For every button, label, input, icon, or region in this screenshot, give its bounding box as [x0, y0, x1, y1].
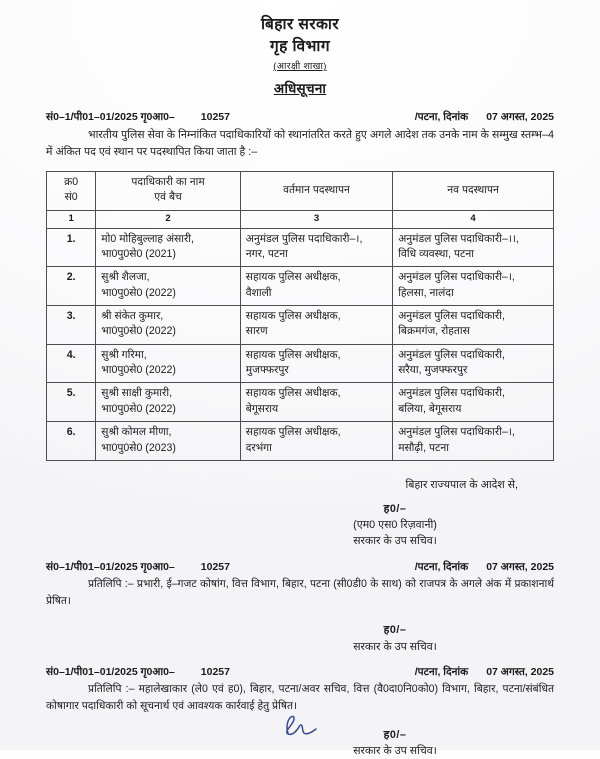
department-name: गृह विभाग — [270, 38, 330, 55]
table-header-row — [47, 171, 554, 210]
reference-line-2 — [46, 560, 554, 574]
govt-name: बिहार सरकार — [260, 16, 340, 33]
current-posting-line-2: वैशाली — [245, 286, 272, 299]
row-current-posting — [240, 422, 392, 461]
signature-mark-1: ह0/– — [383, 502, 407, 515]
row-current-posting — [240, 306, 392, 345]
current-posting-line-2: दरभंगा — [245, 441, 272, 454]
new-posting-line-1: अनुमंडल पुलिस पदाधिकारी–।, — [398, 271, 515, 284]
column-header-name — [96, 171, 240, 210]
row-current-posting — [240, 228, 392, 267]
memo-number-prefix-2: सं0–1/पी01–01/2025 गृ0आ0– — [46, 561, 175, 574]
document-title: अधिसूचना — [273, 81, 327, 96]
officer-name-line: मो0 मोहिबुल्लाह अंसारी, — [101, 232, 194, 245]
document-header — [46, 14, 554, 97]
officer-name-line: सुश्री गरिमा, — [101, 348, 147, 361]
table-body — [47, 228, 554, 460]
column-header-serial-l1: क्र0 — [64, 175, 79, 188]
new-posting-line-2: बलिया, बेगूसराय — [398, 402, 462, 415]
new-posting-line-2: बिक्रमगंज, रोहतास — [398, 325, 470, 338]
row-current-posting — [240, 267, 392, 306]
new-posting-line-2: हिलसा, नालंदा — [398, 286, 454, 299]
new-posting-line-1: अनुमंडल पुलिस पदाधिकारी, — [398, 348, 505, 361]
current-posting-line-1: अनुमंडल पुलिस पदाधिकारी–।, — [245, 232, 363, 245]
signatory-title-1: सरकार के उप सचिव। — [353, 535, 437, 548]
signature-mark-3: ह0/– — [383, 728, 407, 741]
officer-name-line: सुश्री शैलजा, — [101, 271, 150, 284]
row-current-posting — [240, 344, 392, 383]
copy-clause-1: प्रतिलिपि :– प्रभारी, ई–गजट कोषांग, वित्त विभाग, बिहार, पटना (सी0डी0 के साथ) को राजपत्र के अगले अंक में प्रकाशनार्थ प्रेषित। — [46, 578, 554, 608]
column-header-current-posting: वर्तमान पदस्थापन — [240, 171, 392, 210]
row-serial: 1. — [47, 228, 96, 267]
officer-batch-line: भा0पु0से0 (2022) — [101, 325, 176, 338]
current-posting-line-1: सहायक पुलिस अधीक्षक, — [245, 310, 341, 323]
memo-number-2: 10257 — [200, 561, 230, 574]
reference-line-1 — [46, 110, 554, 124]
signature-mark-2: ह0/– — [383, 624, 407, 637]
column-header-name-l2: एवं बैच — [154, 191, 182, 204]
column-number-1: 1 — [47, 210, 96, 228]
row-new-posting — [393, 422, 554, 461]
current-posting-line-2: सारण — [245, 325, 268, 338]
current-posting-line-2: नगर, पटना — [245, 247, 288, 260]
table-row — [47, 383, 554, 422]
current-posting-line-1: सहायक पुलिस अधीक्षक, — [245, 348, 341, 361]
new-posting-line-2: विधि व्यवस्था, पटना — [398, 247, 474, 260]
officer-batch-line: भा0पु0से0 (2022) — [101, 286, 176, 299]
row-serial: 4. — [47, 344, 96, 383]
column-number-2: 2 — [96, 210, 240, 228]
memo-place-2: /पटना, दिनांक — [414, 561, 469, 574]
column-header-new-posting: नव पदस्थापन — [393, 171, 554, 210]
current-posting-line-1: सहायक पुलिस अधीक्षक, — [245, 426, 341, 439]
officer-name-line: सुश्री कोमल मीणा, — [101, 426, 172, 439]
new-posting-line-1: अनुमंडल पुलिस पदाधिकारी–।।, — [398, 232, 519, 245]
memo-number-1: 10257 — [200, 111, 230, 123]
officer-batch-line: भा0पु0से0 (2022) — [101, 364, 176, 377]
memo-date-3: 07 अगस्त, 2025 — [486, 665, 554, 678]
current-posting-line-1: सहायक पुलिस अधीक्षक, — [245, 387, 341, 400]
row-new-posting — [393, 228, 554, 267]
row-serial: 5. — [47, 383, 96, 422]
signature-block-2 — [46, 622, 554, 654]
signature-block-1 — [46, 501, 554, 550]
column-number-3: 3 — [240, 210, 392, 228]
column-header-serial-l2: सं0 — [64, 191, 78, 204]
table-row — [47, 306, 554, 345]
officers-transfer-table — [46, 171, 554, 461]
new-posting-line-1: अनुमंडल पुलिस पदाधिकारी, — [398, 310, 505, 323]
row-new-posting — [393, 383, 554, 422]
row-officer-name — [96, 422, 240, 461]
memo-number-prefix-3: सं0–1/पी01–01/2025 गृ0आ0– — [46, 665, 175, 678]
officer-batch-line: भा0पु0से0 (2021) — [101, 247, 176, 260]
new-posting-line-1: अनुमंडल पुलिस पदाधिकारी–।, — [398, 426, 515, 439]
row-officer-name — [96, 383, 240, 422]
row-new-posting — [393, 344, 554, 383]
current-posting-line-2: मुजफ्फरपुर — [245, 364, 289, 377]
signatory-name-1: (एम0 एस0 रिज़वानी) — [353, 519, 437, 532]
reference-line-3 — [46, 665, 554, 679]
signatory-title-3: सरकार के उप सचिव। — [353, 744, 437, 757]
preamble-paragraph: भारतीय पुलिस सेवा के निम्नांकित पदाधिकारियों को स्थानांतरित करते हुए अगले आदेश तक उनके नाम के सम्मुख स्तम्भ–4 में अंकित पद एवं स्थान पर पदस्थापित किया जाता है :– — [46, 129, 554, 159]
memo-date-1: 07 अगस्त, 2025 — [486, 111, 554, 123]
column-header-serial — [47, 171, 96, 210]
row-current-posting — [240, 383, 392, 422]
memo-place-3: /पटना, दिनांक — [414, 665, 469, 678]
by-order-of-governor: बिहार राज्यपाल के आदेश से, — [405, 478, 518, 491]
memo-number-3: 10257 — [200, 665, 230, 678]
officer-name-line: सुश्री साक्षी कुमारी, — [101, 387, 173, 400]
memo-date-2: 07 अगस्त, 2025 — [486, 561, 554, 574]
branch-name: (आरक्षी शाखा) — [273, 61, 327, 72]
table-row — [47, 422, 554, 461]
table-row — [47, 267, 554, 306]
row-officer-name — [96, 344, 240, 383]
row-officer-name — [96, 306, 240, 345]
row-new-posting — [393, 306, 554, 345]
column-number-4: 4 — [393, 210, 554, 228]
column-header-name-l1: पदाधिकारी का नाम — [131, 175, 205, 188]
row-serial: 3. — [47, 306, 96, 345]
memo-place-1: /पटना, दिनांक — [414, 111, 469, 123]
row-new-posting — [393, 267, 554, 306]
row-officer-name — [96, 267, 240, 306]
officer-name-line: श्री संकेत कुमार, — [101, 310, 164, 323]
officer-batch-line: भा0पु0से0 (2023) — [101, 441, 176, 454]
row-serial: 6. — [47, 422, 96, 461]
new-posting-line-1: अनुमंडल पुलिस पदाधिकारी, — [398, 387, 505, 400]
current-posting-line-1: सहायक पुलिस अधीक्षक, — [245, 271, 341, 284]
row-serial: 2. — [47, 267, 96, 306]
table-column-number-row — [47, 210, 554, 228]
memo-number-prefix-1: सं0–1/पी01–01/2025 गृ0आ0– — [46, 111, 175, 123]
handwritten-signature-icon — [278, 712, 322, 738]
row-officer-name — [96, 228, 240, 267]
current-posting-line-2: बेगूसराय — [245, 402, 279, 415]
table-row — [47, 344, 554, 383]
new-posting-line-2: सरैया, मुजफ्फरपुर — [398, 364, 468, 377]
officer-batch-line: भा0पु0से0 (2022) — [101, 402, 176, 415]
new-posting-line-2: मसौढ़ी, पटना — [398, 441, 450, 454]
signatory-title-2: सरकार के उप सचिव। — [353, 640, 437, 653]
table-row — [47, 228, 554, 267]
copy-clause-2: प्रतिलिपि :– महालेखाकार (ले0 एवं ह0), बिहार, पटना/अवर सचिव, वित्त (वै0दा0नि0को0) विभाग, बिहार, पटना/संबंधित कोषागार पदाधिकारी को सूचनार्थ एवं आवश्यक कार्रवाई हेतु प्रेषित। — [46, 682, 554, 712]
